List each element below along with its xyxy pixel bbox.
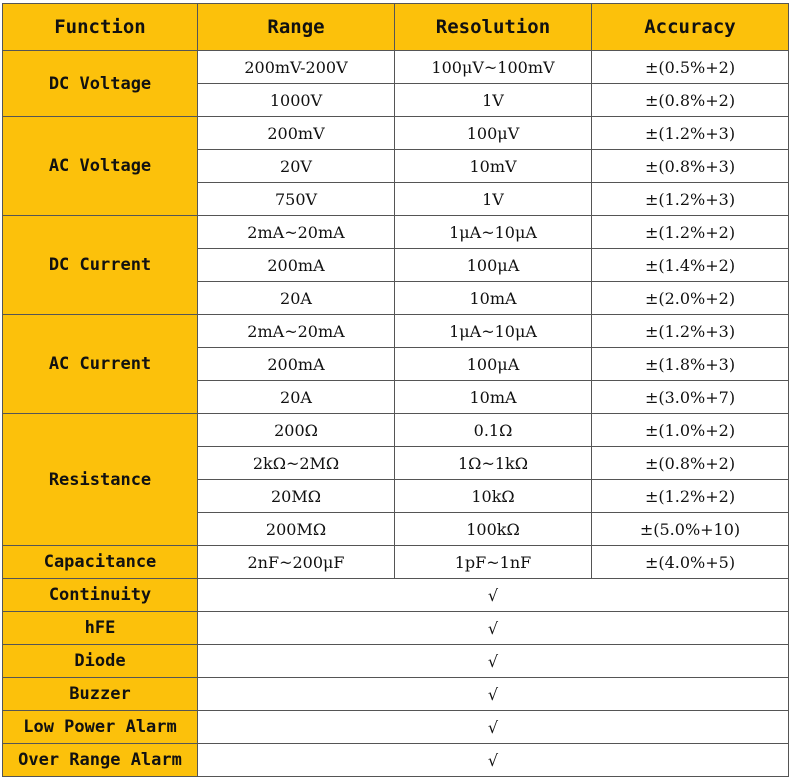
range-cell: 1000V [198,84,395,117]
range-cell: 20V [198,150,395,183]
header-resolution: Resolution [395,4,592,51]
spec-body [3,51,789,777]
range-cell: 200mA [198,348,395,381]
range-cell: 2kΩ~2MΩ [198,447,395,480]
header-range: Range [198,4,395,51]
resolution-cell: 10mA [395,282,592,315]
table-row [3,546,789,579]
table-row [3,216,789,249]
function-cell: Capacitance [3,546,198,579]
accuracy-cell: ±(1.2%+2) [592,216,789,249]
supported-check: √ [198,711,789,744]
resolution-cell: 100μA [395,348,592,381]
resolution-cell: 0.1Ω [395,414,592,447]
function-cell: Resistance [3,414,198,546]
table-row [3,315,789,348]
accuracy-cell: ±(0.8%+2) [592,84,789,117]
table-row [3,612,789,645]
resolution-cell: 10mV [395,150,592,183]
spec-table [2,3,789,777]
table-row [3,744,789,777]
range-cell: 20A [198,282,395,315]
function-cell: Diode [3,645,198,678]
range-cell: 200MΩ [198,513,395,546]
accuracy-cell: ±(4.0%+5) [592,546,789,579]
resolution-cell: 1pF~1nF [395,546,592,579]
accuracy-cell: ±(1.0%+2) [592,414,789,447]
function-cell: DC Voltage [3,51,198,117]
accuracy-cell: ±(2.0%+2) [592,282,789,315]
resolution-cell: 1V [395,84,592,117]
range-cell: 20MΩ [198,480,395,513]
function-cell: Over Range Alarm [3,744,198,777]
accuracy-cell: ±(1.2%+3) [592,315,789,348]
range-cell: 2mA~20mA [198,216,395,249]
function-cell: DC Current [3,216,198,315]
resolution-cell: 1μA~10μA [395,216,592,249]
function-cell: AC Voltage [3,117,198,216]
resolution-cell: 10kΩ [395,480,592,513]
resolution-cell: 100μV [395,117,592,150]
table-row [3,645,789,678]
range-cell: 20A [198,381,395,414]
range-cell: 200Ω [198,414,395,447]
resolution-cell: 1Ω~1kΩ [395,447,592,480]
range-cell: 200mA [198,249,395,282]
accuracy-cell: ±(0.8%+2) [592,447,789,480]
accuracy-cell: ±(1.2%+3) [592,183,789,216]
header-accuracy: Accuracy [592,4,789,51]
resolution-cell: 1μA~10μA [395,315,592,348]
table-row [3,51,789,84]
resolution-cell: 10mA [395,381,592,414]
function-cell: AC Current [3,315,198,414]
accuracy-cell: ±(1.2%+3) [592,117,789,150]
supported-check: √ [198,744,789,777]
accuracy-cell: ±(1.8%+3) [592,348,789,381]
range-cell: 2mA~20mA [198,315,395,348]
function-cell: Continuity [3,579,198,612]
range-cell: 750V [198,183,395,216]
resolution-cell: 100kΩ [395,513,592,546]
function-cell: Low Power Alarm [3,711,198,744]
function-cell: hFE [3,612,198,645]
resolution-cell: 100μA [395,249,592,282]
header-function: Function [3,4,198,51]
supported-check: √ [198,678,789,711]
supported-check: √ [198,612,789,645]
range-cell: 200mV [198,117,395,150]
table-row [3,414,789,447]
supported-check: √ [198,579,789,612]
range-cell: 2nF~200μF [198,546,395,579]
accuracy-cell: ±(1.4%+2) [592,249,789,282]
resolution-cell: 1V [395,183,592,216]
table-row [3,579,789,612]
accuracy-cell: ±(5.0%+10) [592,513,789,546]
table-row [3,678,789,711]
accuracy-cell: ±(3.0%+7) [592,381,789,414]
table-row [3,117,789,150]
accuracy-cell: ±(0.8%+3) [592,150,789,183]
header-row [3,4,789,51]
function-cell: Buzzer [3,678,198,711]
accuracy-cell: ±(0.5%+2) [592,51,789,84]
supported-check: √ [198,645,789,678]
table-row [3,711,789,744]
range-cell: 200mV-200V [198,51,395,84]
resolution-cell: 100μV~100mV [395,51,592,84]
accuracy-cell: ±(1.2%+2) [592,480,789,513]
